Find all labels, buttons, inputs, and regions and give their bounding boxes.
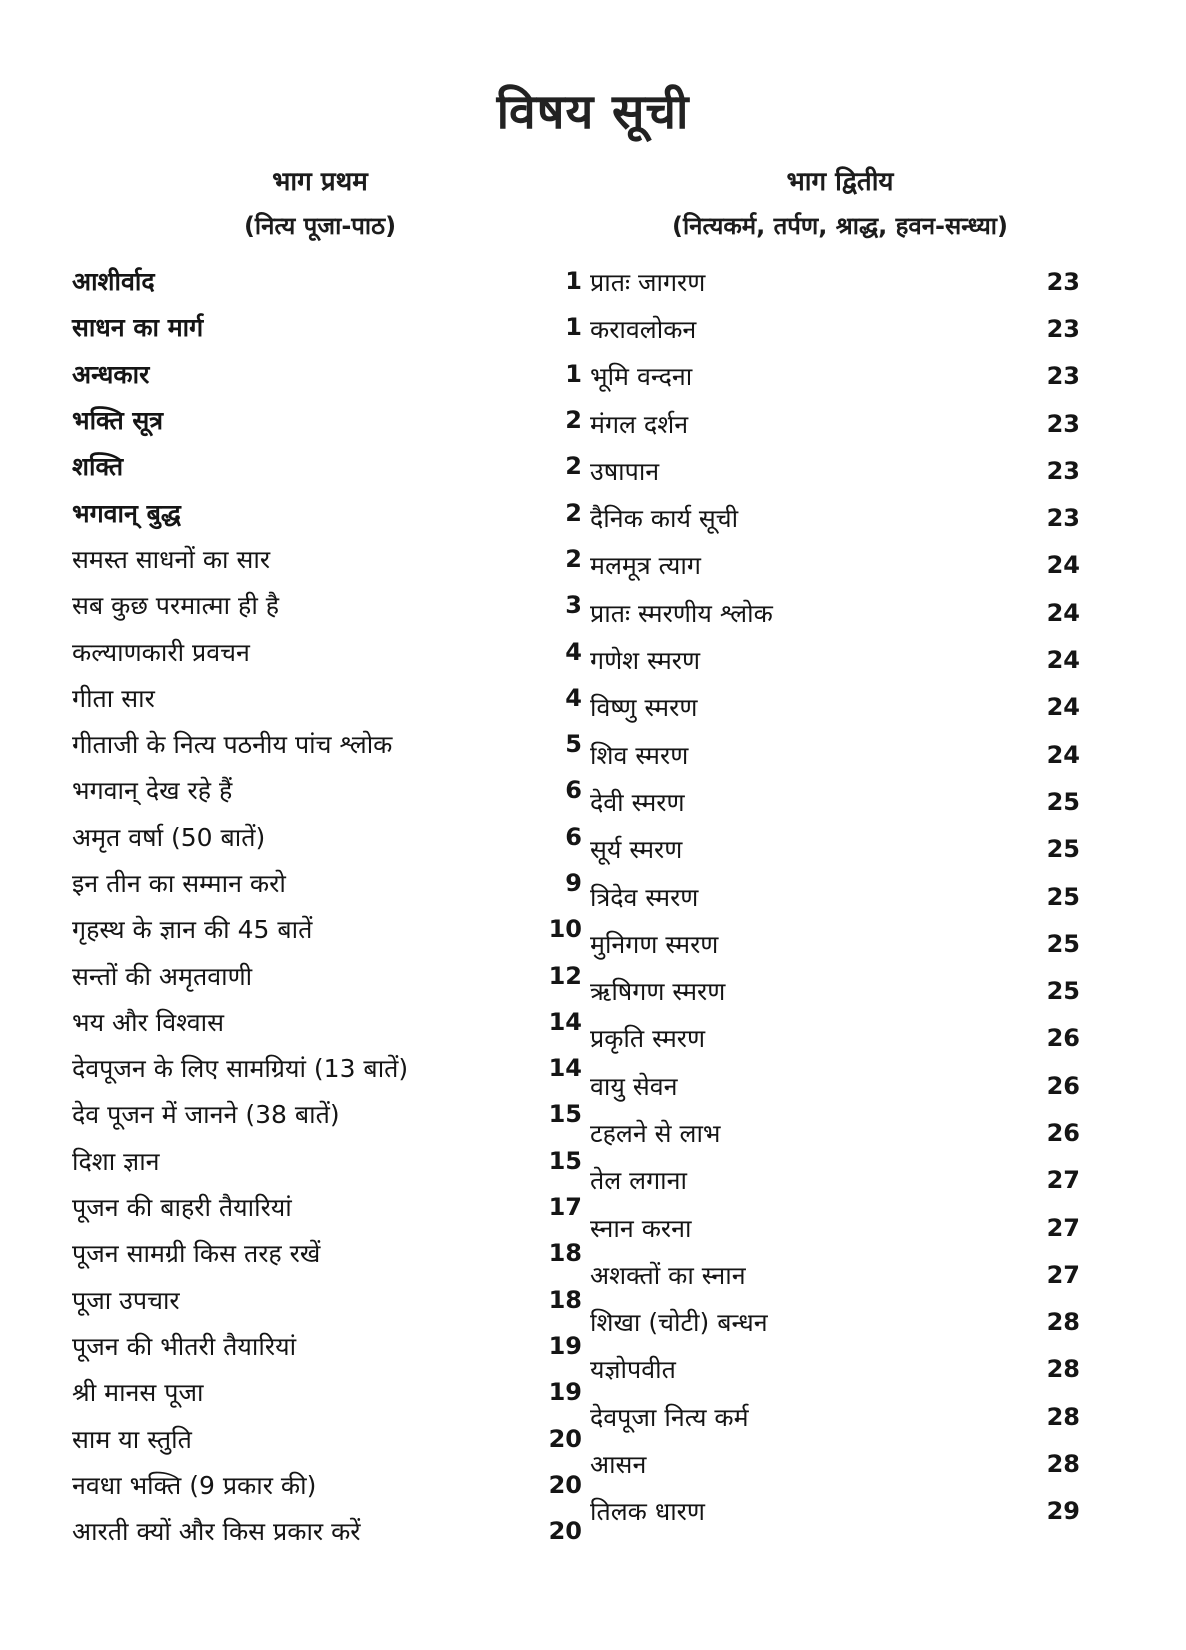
toc-entry-page-number: 18 bbox=[548, 1285, 582, 1314]
toc-entry bbox=[72, 304, 582, 350]
toc-entry-page-number: 24 bbox=[1046, 740, 1080, 769]
toc-entry-page-number: 28 bbox=[1046, 1450, 1080, 1479]
toc-entry-title: सब कुछ परमात्मा ही है bbox=[72, 591, 280, 621]
toc-entry-page-number: 29 bbox=[1046, 1497, 1080, 1526]
toc-entry bbox=[590, 400, 1100, 447]
toc-entry bbox=[590, 1015, 1100, 1062]
toc-entry-page-number: 24 bbox=[1046, 693, 1080, 722]
toc-entry-page-number: 26 bbox=[1046, 1118, 1080, 1147]
toc-entry-title: शिव स्मरण bbox=[590, 740, 689, 770]
toc-entry-title: भक्ति सूत्र bbox=[72, 406, 164, 436]
toc-entry bbox=[590, 494, 1100, 541]
toc-entry bbox=[590, 1062, 1100, 1109]
toc-entry-title: कल्याणकारी प्रवचन bbox=[72, 637, 250, 667]
toc-entry bbox=[72, 443, 582, 489]
toc-entry-title: पूजा उपचार bbox=[72, 1285, 180, 1315]
toc-entry-page-number: 23 bbox=[1046, 409, 1080, 438]
toc-entry-page-number: 27 bbox=[1046, 1260, 1080, 1289]
toc-entry-page-number: 26 bbox=[1046, 1071, 1080, 1100]
toc-entry-title: देवपूजा नित्य कर्म bbox=[590, 1402, 749, 1432]
toc-entry-title: गृहस्थ के ज्ञान की 45 बातें bbox=[72, 915, 313, 945]
toc-entry-title: भय और विश्वास bbox=[72, 1007, 225, 1037]
toc-entry bbox=[72, 1323, 582, 1369]
toc-entry-page-number: 24 bbox=[1046, 598, 1080, 627]
toc-entry-page-number: 1 bbox=[565, 313, 582, 342]
toc-entry-page-number: 19 bbox=[548, 1331, 582, 1360]
toc-entry bbox=[72, 1369, 582, 1415]
toc-entry-page-number: 23 bbox=[1046, 456, 1080, 485]
toc-entry bbox=[72, 1138, 582, 1184]
toc-entry-title: विष्णु स्मरण bbox=[590, 693, 698, 723]
toc-entry-page-number: 25 bbox=[1046, 787, 1080, 816]
toc-entry bbox=[72, 397, 582, 443]
toc-entry-title: साम या स्तुति bbox=[72, 1424, 192, 1454]
toc-entry-title: टहलने से लाभ bbox=[590, 1118, 721, 1148]
toc-entry-page-number: 2 bbox=[565, 498, 582, 527]
toc-entry bbox=[72, 906, 582, 952]
toc-entry-title: श्री मानस पूजा bbox=[72, 1378, 204, 1408]
toc-entry bbox=[590, 542, 1100, 589]
part2-header bbox=[590, 160, 1090, 248]
toc-entry-page-number: 14 bbox=[548, 1054, 582, 1083]
toc-entry-page-number: 18 bbox=[548, 1239, 582, 1268]
toc-entry-title: प्रकृति स्मरण bbox=[590, 1024, 706, 1054]
toc-entry-page-number: 26 bbox=[1046, 1024, 1080, 1053]
toc-entry-page-number: 25 bbox=[1046, 882, 1080, 911]
toc-entry-page-number: 6 bbox=[565, 776, 582, 805]
toc-entry bbox=[590, 1251, 1100, 1298]
toc-entry bbox=[72, 767, 582, 813]
toc-entry bbox=[590, 778, 1100, 825]
toc-entry bbox=[590, 447, 1100, 494]
toc-entry-page-number: 15 bbox=[548, 1100, 582, 1129]
toc-entry-title: वायु सेवन bbox=[590, 1071, 678, 1101]
toc-entry bbox=[590, 731, 1100, 778]
toc-entry bbox=[590, 258, 1100, 305]
toc-entry-page-number: 23 bbox=[1046, 314, 1080, 343]
toc-entry-title: दिशा ज्ञान bbox=[72, 1146, 160, 1176]
toc-entry-page-number: 10 bbox=[548, 915, 582, 944]
toc-entry bbox=[590, 1109, 1100, 1156]
part2-contents-list bbox=[590, 258, 1100, 1535]
toc-entry bbox=[72, 721, 582, 767]
toc-entry bbox=[72, 628, 582, 674]
toc-entry bbox=[72, 1045, 582, 1091]
toc-entry-page-number: 17 bbox=[548, 1193, 582, 1222]
toc-entry-title: यज्ञोपवीत bbox=[590, 1355, 676, 1385]
toc-entry-title: पूजन की बाहरी तैयारियां bbox=[72, 1193, 292, 1223]
toc-entry-title: भगवान् बुद्ध bbox=[72, 498, 181, 528]
part1-heading: भाग प्रथम bbox=[272, 167, 368, 197]
toc-entry-page-number: 25 bbox=[1046, 835, 1080, 864]
toc-entry-page-number: 4 bbox=[565, 637, 582, 666]
toc-entry-title: करावलोकन bbox=[590, 314, 697, 344]
toc-entry bbox=[590, 826, 1100, 873]
toc-entry-title: इन तीन का सम्मान करो bbox=[72, 869, 286, 898]
toc-entry-page-number: 4 bbox=[565, 683, 582, 712]
toc-entry-page-number: 14 bbox=[548, 1007, 582, 1036]
toc-entry-page-number: 23 bbox=[1046, 267, 1080, 296]
toc-entry-page-number: 23 bbox=[1046, 362, 1080, 391]
toc-entry-title: शक्ति bbox=[72, 452, 124, 482]
toc-entry bbox=[72, 1230, 582, 1276]
toc-entry bbox=[72, 1091, 582, 1137]
toc-entry-page-number: 27 bbox=[1046, 1166, 1080, 1195]
toc-entry-page-number: 1 bbox=[565, 359, 582, 388]
toc-entry-title: अशक्तों का स्नान bbox=[590, 1260, 746, 1290]
toc-entry-title: त्रिदेव स्मरण bbox=[590, 882, 699, 912]
toc-entry-title: आसन bbox=[590, 1450, 647, 1480]
toc-entry-title: भूमि वन्दना bbox=[590, 362, 693, 392]
toc-entry bbox=[590, 1393, 1100, 1440]
toc-entry-title: तेल लगाना bbox=[590, 1166, 687, 1196]
toc-entry-title: आशीर्वाद bbox=[72, 267, 155, 297]
toc-entry-title: भगवान् देख रहे हैं bbox=[72, 776, 233, 806]
toc-entry-page-number: 20 bbox=[548, 1517, 582, 1546]
toc-entry-page-number: 20 bbox=[548, 1424, 582, 1453]
toc-entry-title: पूजन सामग्री किस तरह रखें bbox=[72, 1239, 321, 1269]
toc-entry-page-number: 2 bbox=[565, 452, 582, 481]
toc-entry-page-number: 24 bbox=[1046, 646, 1080, 675]
toc-entry-page-number: 28 bbox=[1046, 1402, 1080, 1431]
toc-entry-title: गणेश स्मरण bbox=[590, 646, 701, 676]
toc-entry-title: तिलक धारण bbox=[590, 1497, 705, 1527]
page-title: विषय सूची bbox=[496, 84, 690, 140]
toc-entry-title: अन्धकार bbox=[72, 359, 150, 389]
toc-entry-page-number: 1 bbox=[565, 267, 582, 296]
toc-entry-page-number: 20 bbox=[548, 1470, 582, 1499]
toc-entry-title: सन्तों की अमृतवाणी bbox=[72, 961, 253, 991]
toc-entry-title: गीता सार bbox=[72, 683, 155, 713]
toc-entry bbox=[590, 305, 1100, 352]
toc-entry-page-number: 25 bbox=[1046, 977, 1080, 1006]
toc-entry-title: समस्त साधनों का सार bbox=[72, 544, 271, 574]
toc-entry-title: मुनिगण स्मरण bbox=[590, 929, 719, 959]
part1-header bbox=[150, 160, 490, 248]
toc-entry bbox=[590, 1157, 1100, 1204]
toc-entry-title: प्रातः स्मरणीय श्लोक bbox=[590, 598, 773, 628]
toc-entry bbox=[590, 873, 1100, 920]
toc-entry-title: मंगल दर्शन bbox=[590, 409, 689, 439]
toc-entry-title: गीताजी के नित्य पठनीय पांच श्लोक bbox=[72, 730, 393, 760]
toc-entry-title: अमृत वर्षा (50 बातें) bbox=[72, 822, 266, 852]
toc-entry bbox=[72, 489, 582, 535]
toc-entry bbox=[72, 1462, 582, 1508]
toc-entry bbox=[590, 1440, 1100, 1487]
toc-entry-page-number: 28 bbox=[1046, 1355, 1080, 1384]
toc-entry-title: उषापान bbox=[590, 456, 660, 486]
part1-subheading: (नित्य पूजा-पाठ) bbox=[243, 212, 397, 240]
toc-entry-page-number: 2 bbox=[565, 544, 582, 573]
toc-entry-title: देव पूजन में जानने (38 बातें) bbox=[72, 1100, 340, 1130]
toc-entry-title: प्रातः जागरण bbox=[590, 267, 706, 297]
toc-entry-title: मलमूत्र त्याग bbox=[590, 551, 701, 581]
toc-entry-title: आरती क्यों और किस प्रकार करें bbox=[72, 1517, 361, 1547]
toc-entry bbox=[72, 351, 582, 397]
toc-entry-page-number: 19 bbox=[548, 1378, 582, 1407]
part1-contents-list bbox=[72, 258, 582, 1554]
toc-entry-page-number: 5 bbox=[565, 730, 582, 759]
toc-entry-page-number: 28 bbox=[1046, 1308, 1080, 1337]
toc-entry bbox=[590, 353, 1100, 400]
toc-entry-page-number: 12 bbox=[548, 961, 582, 990]
toc-entry-title: देवपूजन के लिए सामग्रियां (13 बातें) bbox=[72, 1054, 409, 1084]
toc-entry-page-number: 25 bbox=[1046, 929, 1080, 958]
toc-entry bbox=[72, 1415, 582, 1461]
toc-entry bbox=[590, 1299, 1100, 1346]
toc-entry bbox=[72, 536, 582, 582]
toc-entry-title: स्नान करना bbox=[590, 1213, 692, 1243]
toc-entry bbox=[72, 1184, 582, 1230]
toc-entry-page-number: 2 bbox=[565, 406, 582, 435]
toc-entry bbox=[72, 1508, 582, 1554]
toc-entry bbox=[72, 582, 582, 628]
toc-entry-page-number: 6 bbox=[565, 822, 582, 851]
toc-entry bbox=[590, 589, 1100, 636]
toc-entry-title: सूर्य स्मरण bbox=[590, 835, 683, 865]
toc-entry-title: ऋषिगण स्मरण bbox=[590, 977, 726, 1007]
toc-entry-title: शिखा (चोटी) बन्धन bbox=[590, 1308, 768, 1338]
toc-entry bbox=[590, 684, 1100, 731]
part2-heading: भाग द्वितीय bbox=[786, 167, 894, 197]
toc-entry bbox=[590, 1204, 1100, 1251]
toc-entry bbox=[72, 814, 582, 860]
toc-entry-page-number: 15 bbox=[548, 1146, 582, 1175]
toc-entry-title: पूजन की भीतरी तैयारियां bbox=[72, 1331, 297, 1361]
toc-entry bbox=[590, 967, 1100, 1014]
toc-entry-page-number: 3 bbox=[565, 591, 582, 620]
toc-entry-title: साधन का मार्ग bbox=[72, 313, 204, 343]
toc-entry bbox=[72, 675, 582, 721]
toc-entry-title: नवधा भक्ति (9 प्रकार की) bbox=[72, 1470, 317, 1500]
toc-entry-page-number: 9 bbox=[565, 869, 582, 897]
toc-entry bbox=[590, 920, 1100, 967]
toc-entry bbox=[72, 1277, 582, 1323]
toc-entry bbox=[72, 999, 582, 1045]
toc-entry bbox=[590, 1488, 1100, 1535]
toc-entry-title: देवी स्मरण bbox=[590, 787, 685, 817]
toc-entry bbox=[72, 258, 582, 304]
toc-entry-page-number: 23 bbox=[1046, 504, 1080, 533]
toc-entry bbox=[590, 636, 1100, 683]
toc-entry-title: दैनिक कार्य सूची bbox=[590, 504, 739, 534]
toc-entry bbox=[72, 952, 582, 998]
toc-entry-page-number: 27 bbox=[1046, 1213, 1080, 1242]
toc-entry bbox=[72, 860, 582, 906]
part2-subheading: (नित्यकर्म, तर्पण, श्राद्ध, हवन-सन्ध्या) bbox=[671, 212, 1008, 240]
toc-entry bbox=[590, 1346, 1100, 1393]
toc-entry-page-number: 24 bbox=[1046, 551, 1080, 580]
